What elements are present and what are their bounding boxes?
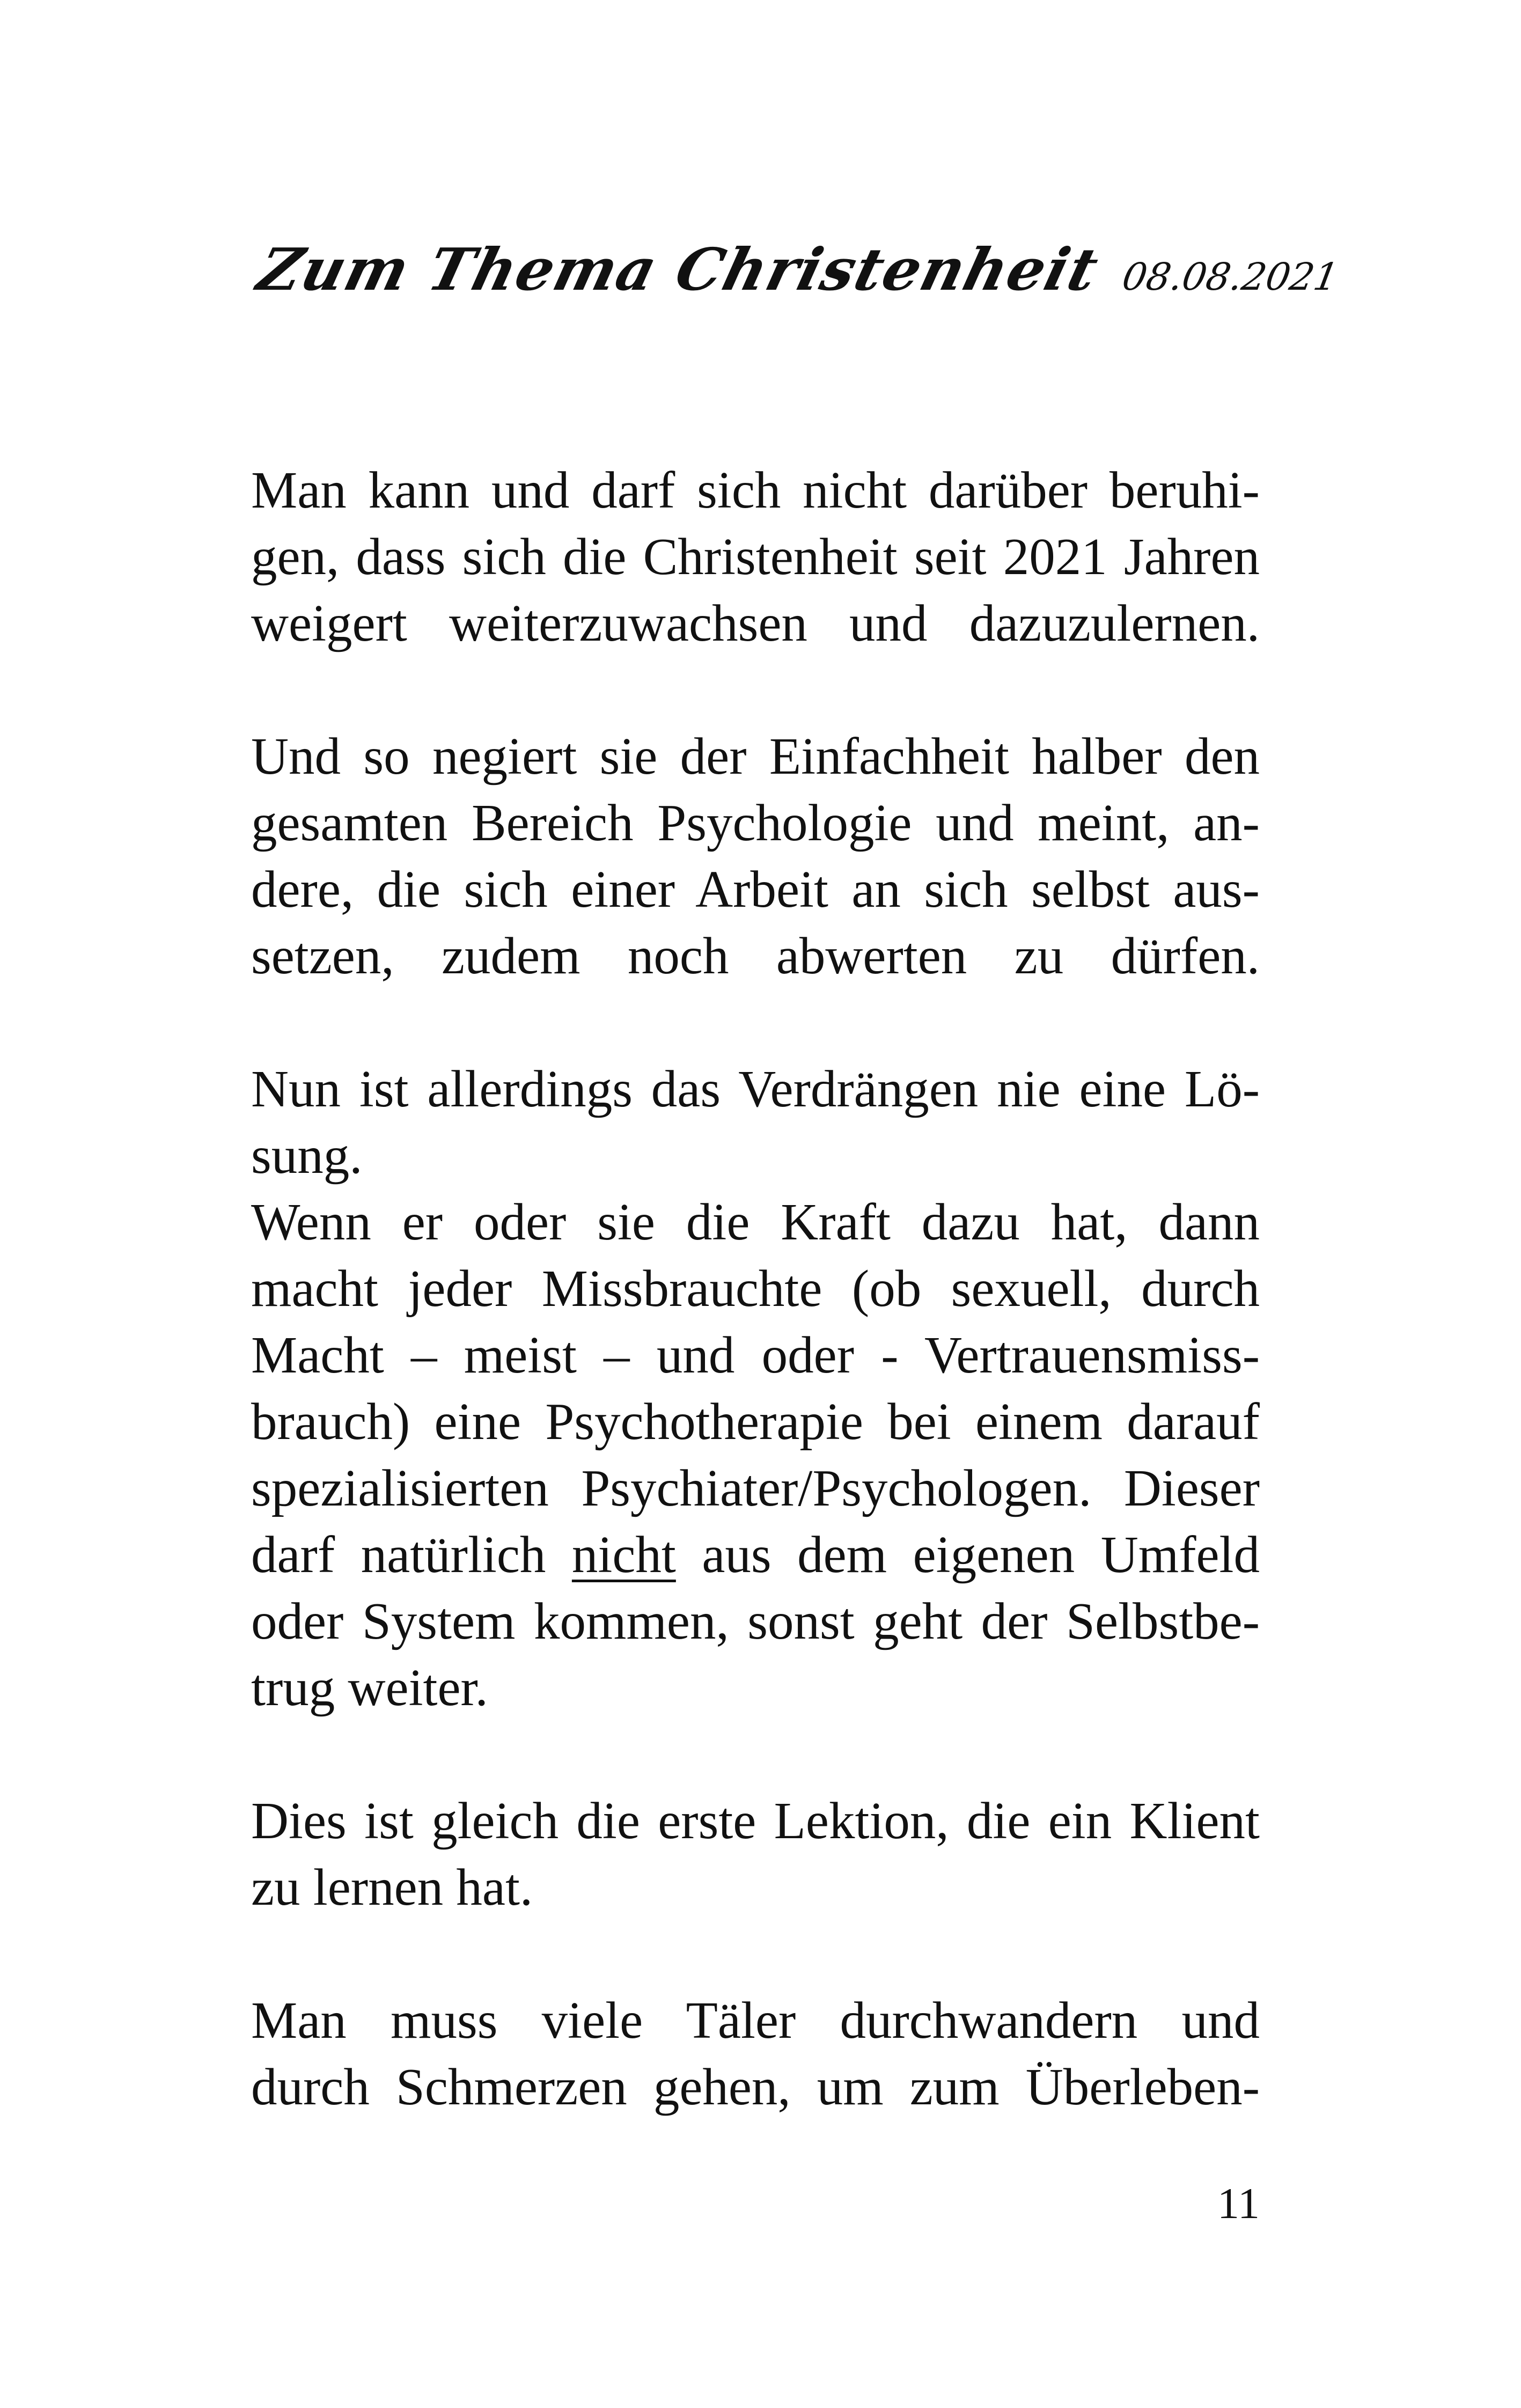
text-line: Man muss viele Täler durchwandern und [251,1992,1260,2049]
text-line: Macht – meist – und oder - Vertrauensmiss- [251,1326,1260,1384]
text-line: zu lernen hat. [251,1859,533,1916]
text-line: brauch) eine Psychotherapie bei einem darauf [251,1393,1260,1450]
chapter-title: Zum Thema Christenheit [251,236,1106,304]
text-line: spezialisierten Psychiater/Psychologen. Dieser [251,1459,1260,1517]
text-line: Dies ist gleich die erste Lektion, die ein Klient [251,1792,1260,1849]
paragraph-gap [251,989,1260,1056]
text-line: sung. [251,1127,363,1184]
text-line: Man kann und darf sich nicht darüber beruhi- [251,461,1260,519]
paragraph-4 [251,1189,1260,1721]
page-number: 11 [1217,2179,1260,2228]
paragraph-gap [251,657,1260,723]
text-line: Wenn er oder sie die Kraft dazu hat, dann [251,1193,1260,1251]
text-segment: aus dem eigenen Umfeld [675,1526,1260,1583]
text-line: trug weiter. [251,1659,488,1716]
text-line: durch Schmerzen gehen, um zum Überleben- [251,2058,1260,2116]
text-line: setzen, zudem noch abwerten zu dürfen. [251,927,1260,985]
text-segment: darf natürlich [251,1526,572,1583]
underlined-word: nicht [571,1526,676,1583]
text-line: dere, die sich einer Arbeit an sich selbst aus- [251,861,1260,918]
text-line: Nun ist allerdings das Verdrängen nie eine Lö- [251,1060,1260,1118]
chapter-date: 08.08.2021 [1119,255,1342,299]
paragraph-6 [251,1987,1260,2120]
body-text [251,457,1260,2120]
text-line: Und so negiert sie der Einfachheit halber den [251,728,1260,785]
paragraph-1 [251,457,1260,657]
chapter-heading [251,236,1342,359]
paragraph-2 [251,723,1260,989]
text-line: macht jeder Missbrauchte (ob sexuell, durch [251,1260,1260,1317]
text-line: gesamten Bereich Psychologie und meint, an- [251,794,1260,851]
paragraph-5 [251,1788,1260,1921]
paragraph-3 [251,1056,1260,1189]
text-line-with-emphasis [251,1522,1260,1588]
paragraph-gap [251,1921,1260,1987]
paragraph-gap [251,1721,1260,1788]
text-line: weigert weiterzuwachsen und dazuzulernen. [251,594,1260,652]
text-line: oder System kommen, sonst geht der Selbstbe- [251,1592,1260,1650]
text-line: gen, dass sich die Christenheit seit 2021 Jahren [251,528,1260,585]
